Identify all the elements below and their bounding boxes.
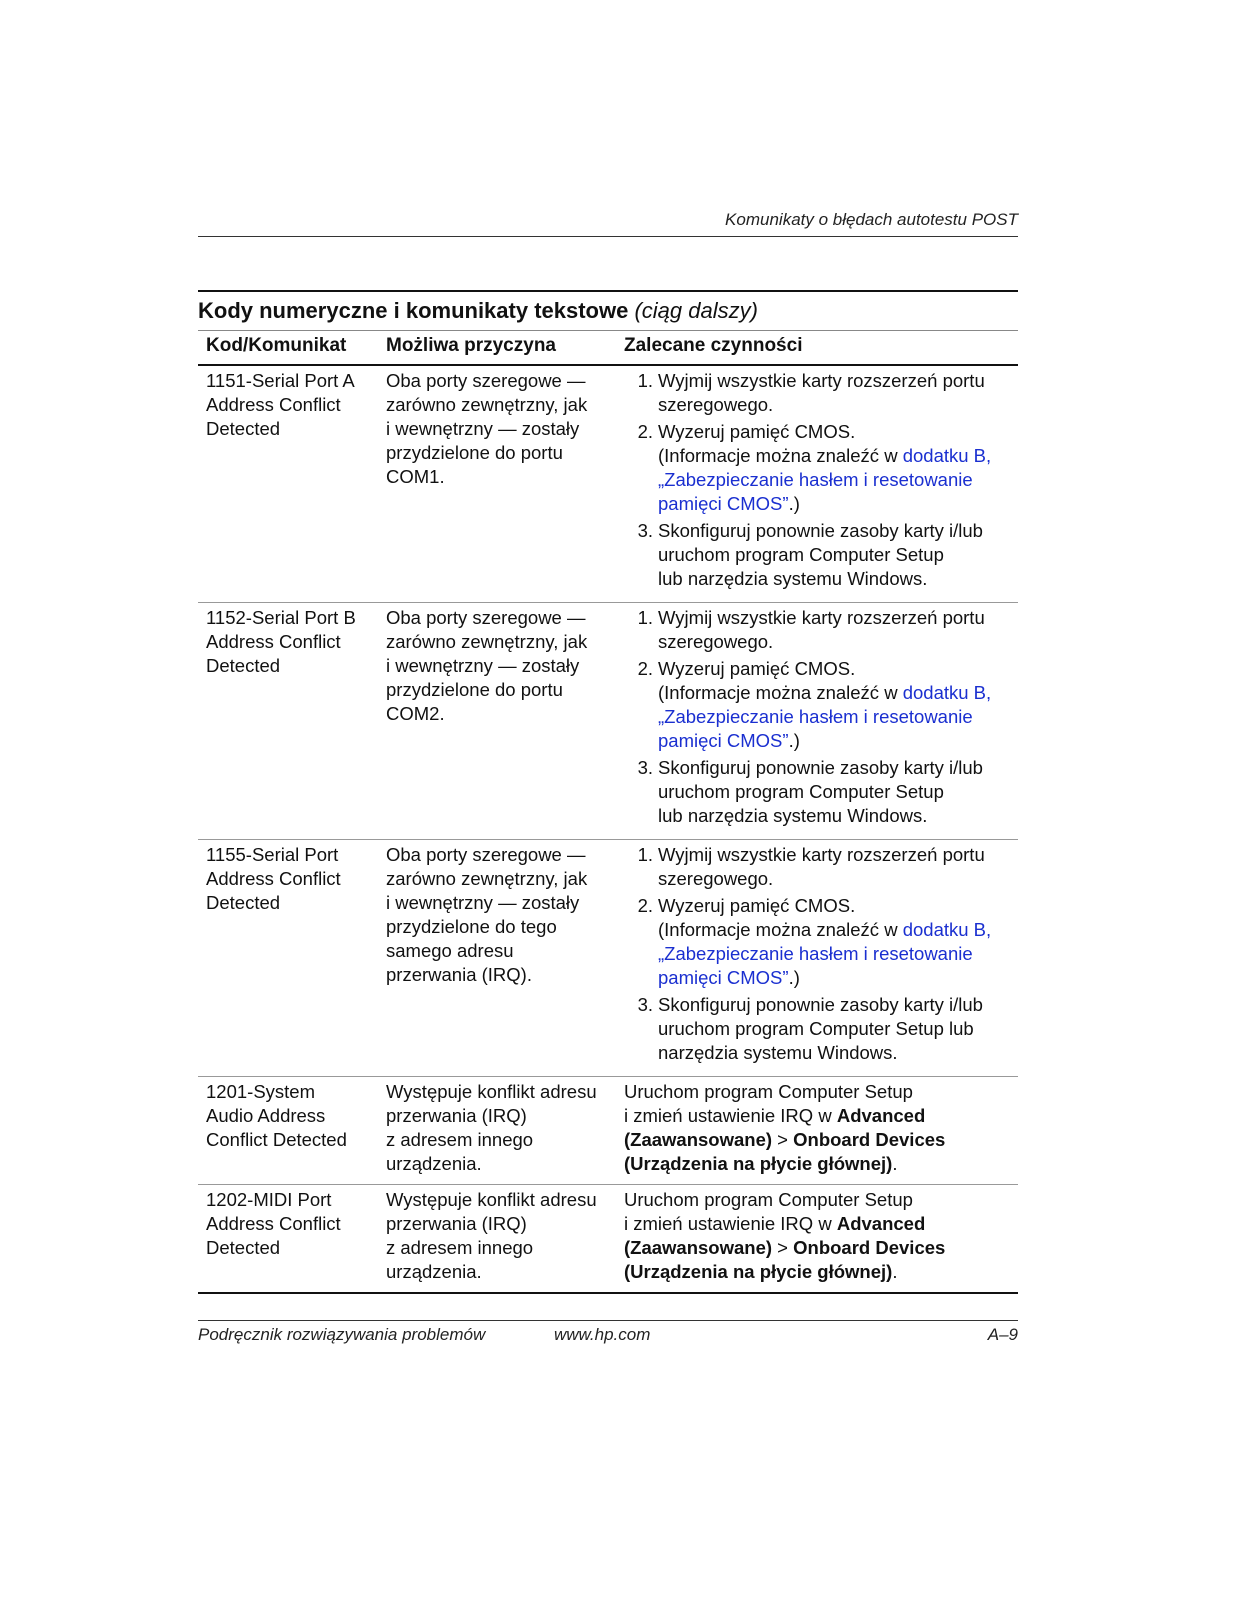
step-text-body: Wyzeruj pamięć CMOS. (Informacje można znaleźć w [658,895,898,940]
recommended-action-cell [624,606,1018,831]
menu-advanced: Advanced (Zaawansowane) [624,1105,926,1150]
column-header-code: Kod/Komunikat [206,335,347,356]
table-row [198,366,1018,603]
action-step [624,420,1018,516]
step-text [658,519,1018,591]
header-rule [198,236,1018,237]
action-step [624,894,1018,990]
column-header-action: Zalecane czynności [624,335,803,356]
step-text [658,993,1018,1065]
footer-rule [198,1320,1018,1321]
step-text [658,894,1018,990]
action-intro: Uruchom program Computer Setup i zmień ustawienie IRQ w [624,1081,913,1126]
possible-cause-cell: Oba porty szeregowe — zarówno zewnętrzny, jak i wewnętrzny — zostały przydzielone do portu COM1. [386,370,588,487]
step-number: 2. [637,895,653,916]
step-text [658,756,1018,828]
step-text-body: Wyzeruj pamięć CMOS. (Informacje można znaleźć w [658,658,898,703]
menu-onboard-devices: Onboard Devices (Urządzenia na płycie głównej) [624,1237,946,1282]
step-text-body: Wyjmij wszystkie karty rozszerzeń portu szeregowego. [658,370,985,415]
possible-cause-cell: Oba porty szeregowe — zarówno zewnętrzny, jak i wewnętrzny — zostały przydzielone do portu COM2. [386,607,588,724]
step-number: 2. [637,658,653,679]
recommended-action-cell [624,1188,1018,1284]
step-text-body: Skonfiguruj ponownie zasoby karty i/lub uruchom program Computer Setup lub narzędzia systemu Windows. [658,520,983,589]
footer-page-number: A–9 [987,1325,1018,1344]
step-number: 1. [637,844,653,865]
step-text [658,369,1018,417]
step-text [658,420,1018,516]
step-number: 2. [637,421,653,442]
step-number: 1. [637,607,653,628]
menu-separator: > [772,1129,794,1150]
error-code-cell: 1202-MIDI Port Address Conflict Detected [206,1189,341,1258]
step-text-tail: .) [788,967,800,988]
action-text [624,1188,1018,1284]
action-step [624,519,1018,591]
footer-manual-title: Podręcznik rozwiązywania problemów [198,1325,486,1344]
appendix-b-link[interactable]: dodatku B, „Zabezpieczanie hasłem i resetowanie pamięci CMOS” [658,682,992,751]
action-step [624,657,1018,753]
table-title-continued: (ciąg dalszy) [634,298,758,323]
step-text-body: Wyjmij wszystkie karty rozszerzeń portu szeregowego. [658,844,985,889]
table-body [198,366,1018,1294]
step-text-body: Wyzeruj pamięć CMOS. (Informacje można znaleźć w [658,421,898,466]
table-row [198,840,1018,1077]
table-row [198,1077,1018,1185]
step-text-tail: .) [788,730,800,751]
table-header-row [198,331,1018,364]
action-intro: Uruchom program Computer Setup i zmień ustawienie IRQ w [624,1189,913,1234]
step-number: 1. [637,370,653,391]
possible-cause-cell: Występuje konflikt adresu przerwania (IRQ) z adresem innego urządzenia. [386,1081,597,1174]
action-step [624,369,1018,417]
page-footer [198,1325,1018,1349]
recommended-action-cell [624,369,1018,594]
table-title-main: Kody numeryczne i komunikaty tekstowe [198,298,629,323]
menu-separator: > [772,1237,794,1258]
step-number: 3. [637,520,653,541]
menu-advanced: Advanced (Zaawansowane) [624,1213,926,1258]
action-end: . [892,1261,898,1282]
menu-onboard-devices: Onboard Devices (Urządzenia na płycie głównej) [624,1129,946,1174]
step-text-body: Wyjmij wszystkie karty rozszerzeń portu szeregowego. [658,607,985,652]
step-text [658,843,1018,891]
step-number: 3. [637,994,653,1015]
appendix-b-link[interactable]: dodatku B, „Zabezpieczanie hasłem i resetowanie pamięci CMOS” [658,919,992,988]
table-row [198,1185,1018,1294]
step-text [658,657,1018,753]
error-code-cell: 1151-Serial Port A Address Conflict Detected [206,370,355,439]
table-title [198,292,1018,330]
step-text-body: Skonfiguruj ponownie zasoby karty i/lub uruchom program Computer Setup lub narzędzia systemu Windows. [658,994,983,1063]
recommended-action-cell [624,843,1018,1068]
step-text-tail: .) [788,493,800,514]
error-code-cell: 1155-Serial Port Address Conflict Detected [206,844,341,913]
step-text-body: Skonfiguruj ponownie zasoby karty i/lub uruchom program Computer Setup lub narzędzia systemu Windows. [658,757,983,826]
action-step [624,756,1018,828]
possible-cause-cell: Występuje konflikt adresu przerwania (IRQ) z adresem innego urządzenia. [386,1189,597,1282]
action-text [624,1080,1018,1176]
step-number: 3. [637,757,653,778]
column-header-cause: Możliwa przyczyna [386,335,556,356]
step-text [658,606,1018,654]
action-step [624,606,1018,654]
error-code-cell: 1152-Serial Port B Address Conflict Detected [206,607,356,676]
action-step [624,993,1018,1065]
appendix-b-link[interactable]: dodatku B, „Zabezpieczanie hasłem i resetowanie pamięci CMOS” [658,445,992,514]
recommended-action-cell [624,1080,1018,1176]
footer-url: www.hp.com [554,1325,651,1344]
action-step [624,843,1018,891]
action-end: . [892,1153,898,1174]
error-code-cell: 1201-System Audio Address Conflict Detected [206,1081,347,1150]
table-row [198,603,1018,840]
running-header: Komunikaty o błędach autotestu POST [725,210,1018,229]
possible-cause-cell: Oba porty szeregowe — zarówno zewnętrzny, jak i wewnętrzny — zostały przydzielone do tego samego adresu przerwania (IRQ). [386,844,588,985]
error-codes-table [198,290,1018,1294]
